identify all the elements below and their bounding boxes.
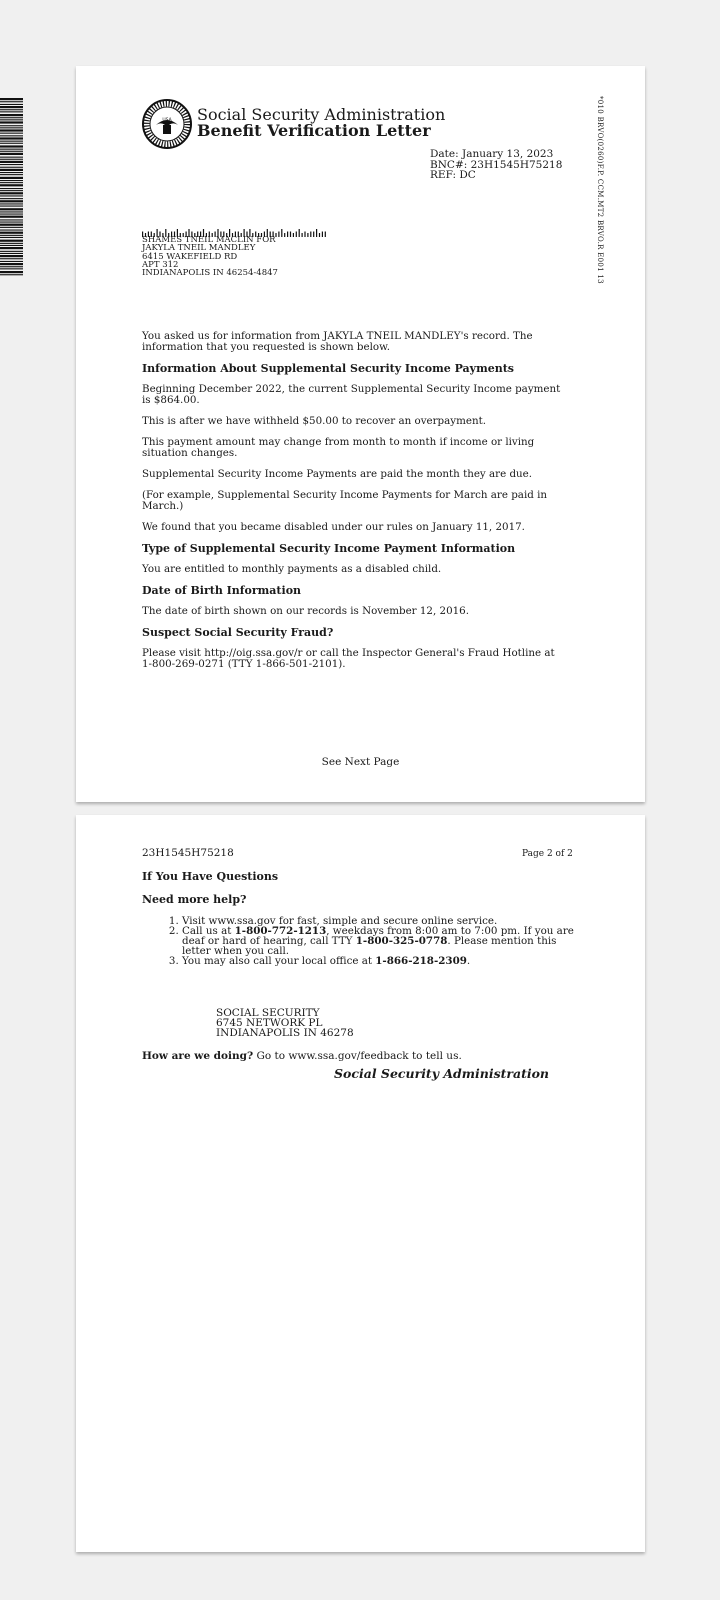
letter-bnc: BNC#: 23H1545H75218 xyxy=(430,158,563,171)
help-heading: Need more help? xyxy=(142,893,247,906)
signature: Social Security Administration xyxy=(334,1066,550,1081)
page-number: Page 2 of 2 xyxy=(522,849,573,859)
questions-heading: If You Have Questions xyxy=(142,870,279,883)
fraud-paragraph: Please visit http://oig.ssa.gov/r or call the Inspector General's Fraud Hotline at 1-800-269-0271 (TTY 1-866-501-2101). xyxy=(142,647,555,670)
svg-text:USA: USA xyxy=(162,118,172,123)
help-list xyxy=(142,916,582,966)
letter-page-1 xyxy=(76,66,645,802)
office-line: 6745 NETWORK PL xyxy=(216,1017,323,1029)
payment-type-heading: Type of Supplemental Security Income Payment Information xyxy=(142,542,516,555)
tty-number: 1-800-325-0778 xyxy=(355,935,448,947)
disabled-paragraph: We found that you became disabled under our rules on January 11, 2017. xyxy=(142,521,525,533)
office-line: SOCIAL SECURITY xyxy=(216,1007,320,1019)
withheld-paragraph: This is after we have withheld $50.00 to recover an overpayment. xyxy=(142,415,486,427)
help-item xyxy=(182,926,582,956)
letter-ref: REF: DC xyxy=(430,169,476,181)
paid-paragraph: Supplemental Security Income Payments are paid the month they are due. xyxy=(142,468,533,480)
phone-number: 1-800-772-1213 xyxy=(234,925,327,937)
feedback-label: How are we doing? xyxy=(142,1050,254,1062)
recipient-address xyxy=(142,236,278,277)
help-item-text: You may also call your local office at xyxy=(182,955,376,967)
local-office-phone: 1-866-218-2309 xyxy=(375,955,467,967)
letter-header xyxy=(197,107,445,139)
address-line: INDIANAPOLIS IN 46254-4847 xyxy=(142,268,278,279)
page2-reference: 23H1545H75218 xyxy=(142,847,234,859)
dob-heading: Date of Birth Information xyxy=(142,584,302,597)
address-line: SHAMES TNEIL MACLIN FOR xyxy=(142,235,276,245)
ssi-heading: Information About Supplemental Security Income Payments xyxy=(142,362,514,375)
intro-paragraph: You asked us for information from JAKYLA TNEIL MANDLEY's record. The information that you requested is shown below. xyxy=(142,330,533,353)
fraud-heading: Suspect Social Security Fraud? xyxy=(142,626,334,639)
side-barcode xyxy=(0,98,23,276)
letter-title: Benefit Verification Letter xyxy=(197,121,431,140)
address-line: 6415 WAKEFIELD RD xyxy=(142,251,238,262)
help-item-text: Call us at xyxy=(182,925,235,937)
agency-name: Social Security Administration xyxy=(197,105,446,124)
ssa-seal-logo xyxy=(142,99,192,149)
payment-paragraph: Beginning December 2022, the current Supplemental Security Income payment is $864.00. xyxy=(142,383,561,406)
address-line: JAKYLA TNEIL MANDLEY xyxy=(142,243,256,254)
letter-page-2 xyxy=(76,815,645,1552)
letter-date: Date: January 13, 2023 xyxy=(430,148,554,160)
letter-body xyxy=(142,331,562,680)
see-next-page: See Next Page xyxy=(321,756,400,768)
letter-meta xyxy=(430,149,562,181)
change-paragraph: This payment amount may change from month to month if income or living situation changes. xyxy=(142,436,535,459)
feedback-line xyxy=(142,1051,462,1062)
feedback-text: Go to www.ssa.gov/feedback to tell us. xyxy=(253,1050,462,1062)
help-item-text: , weekdays from 8:00 am to 7:00 pm. If you are deaf or hard of hearing, call TTY xyxy=(182,925,574,947)
entitled-paragraph: You are entitled to monthly payments as a disabled child. xyxy=(142,563,442,575)
help-item-text: . xyxy=(466,955,471,967)
side-tracking-code: *010 BRVO(0260)F.P. CCM.MT2 BRVO.R E001 13 xyxy=(596,96,604,284)
dob-paragraph: The date of birth shown on our records is November 12, 2016. xyxy=(142,605,469,617)
help-item xyxy=(182,956,582,966)
example-paragraph: (For example, Supplemental Security Income Payments for March are paid in March.) xyxy=(142,489,548,512)
address-line: APT 312 xyxy=(142,259,179,270)
help-item-text: Visit www.ssa.gov for fast, simple and secure online service. xyxy=(182,915,498,927)
local-office-address xyxy=(216,1008,354,1038)
help-item-text: . Please mention this letter when you call. xyxy=(182,935,557,957)
office-line: INDIANAPOLIS IN 46278 xyxy=(216,1027,354,1039)
